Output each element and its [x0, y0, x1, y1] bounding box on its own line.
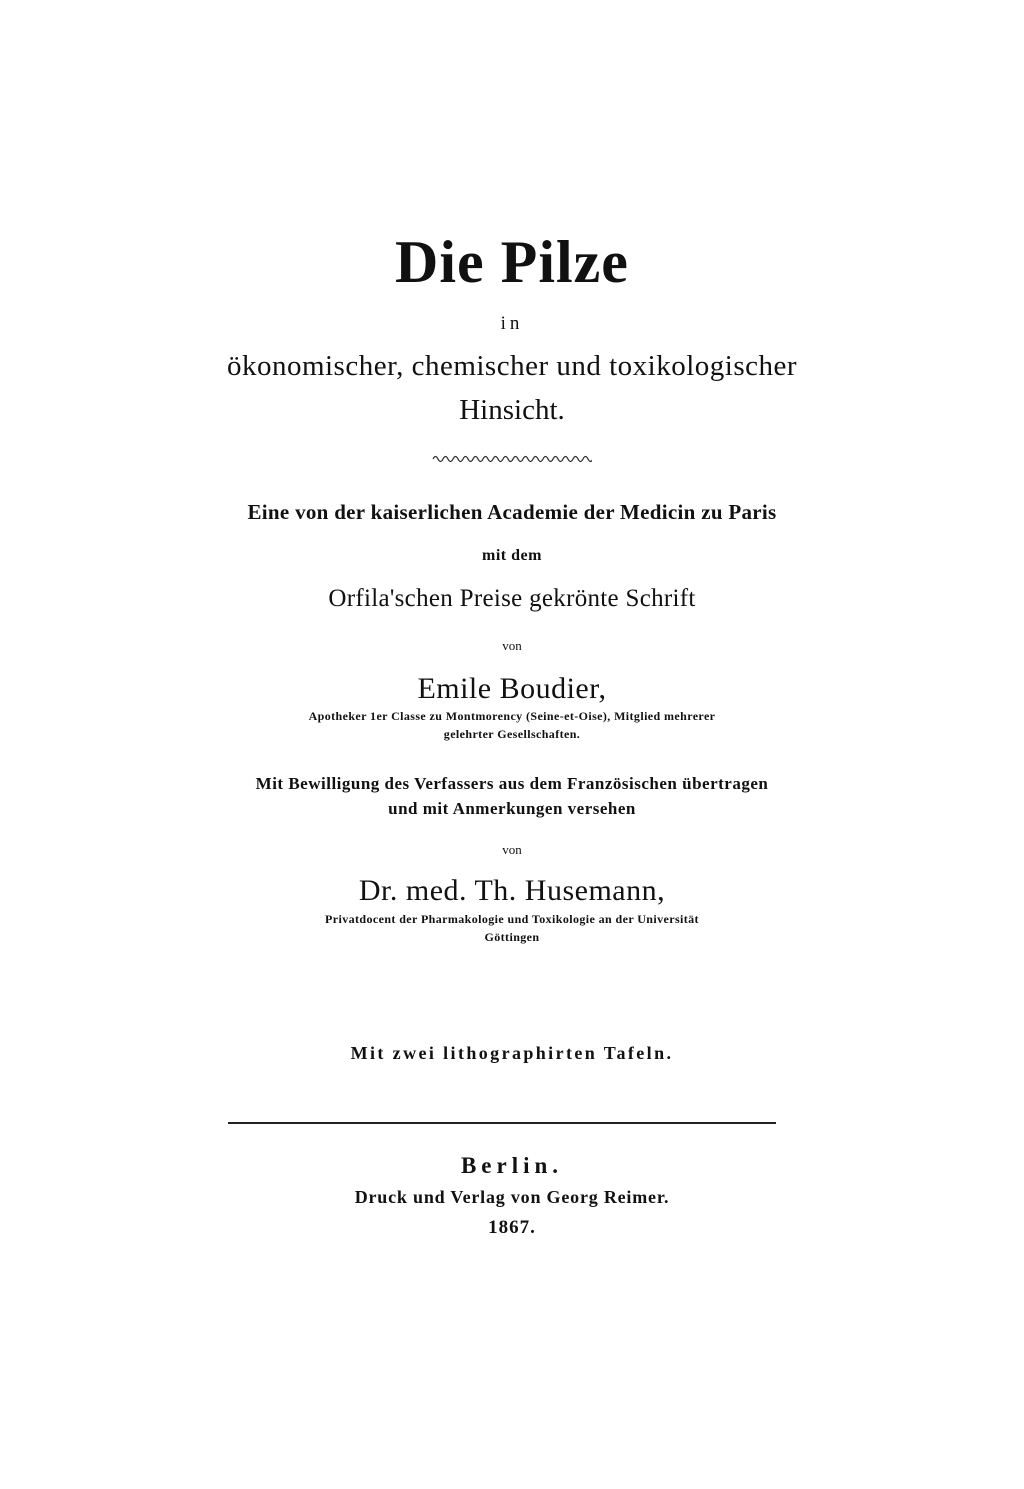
translation-note-line-2: und mit Anmerkungen versehen	[388, 799, 636, 818]
subtitle-line-1: ökonomischer, chemischer und toxikologischer	[226, 350, 798, 382]
publisher-line: Druck und Verlag von Georg Reimer.	[354, 1187, 670, 1207]
award-line-1: Eine von der kaiserlichen Academie der Medicin zu Paris	[247, 500, 777, 524]
author-name: Emile Boudier,	[417, 672, 607, 705]
subtitle-connector: in	[500, 313, 524, 334]
wavy-line-ornament-icon	[0, 452, 1024, 468]
von-label-1: von	[502, 638, 522, 653]
translator-description-line-2: Göttingen	[484, 930, 540, 944]
subtitle-line-2: Hinsicht.	[459, 394, 565, 426]
author-description-line-1: Apotheker 1er Classe zu Montmorency (Seine-et-Oise), Mitglied mehrerer	[308, 709, 716, 723]
von-label-2: von	[502, 842, 522, 857]
award-line-3: Orfila'schen Preise gekrönte Schrift	[328, 585, 696, 612]
award-line-2: mit dem	[482, 547, 542, 564]
publication-year: 1867.	[488, 1217, 536, 1238]
translator-description-line-1: Privatdocent der Pharmakologie und Toxikologie an der Universität	[325, 912, 699, 926]
book-title: Die Pilze	[395, 229, 629, 295]
horizontal-rule	[228, 1122, 776, 1124]
publication-city: Berlin.	[460, 1153, 564, 1178]
plates-note: Mit zwei lithographirten Tafeln.	[350, 1043, 674, 1063]
translator-name: Dr. med. Th. Husemann,	[358, 874, 666, 907]
author-description-line-2: gelehrter Gesellschaften.	[443, 727, 581, 741]
translation-note-line-1: Mit Bewilligung des Verfassers aus dem Französischen übertragen	[255, 774, 769, 793]
